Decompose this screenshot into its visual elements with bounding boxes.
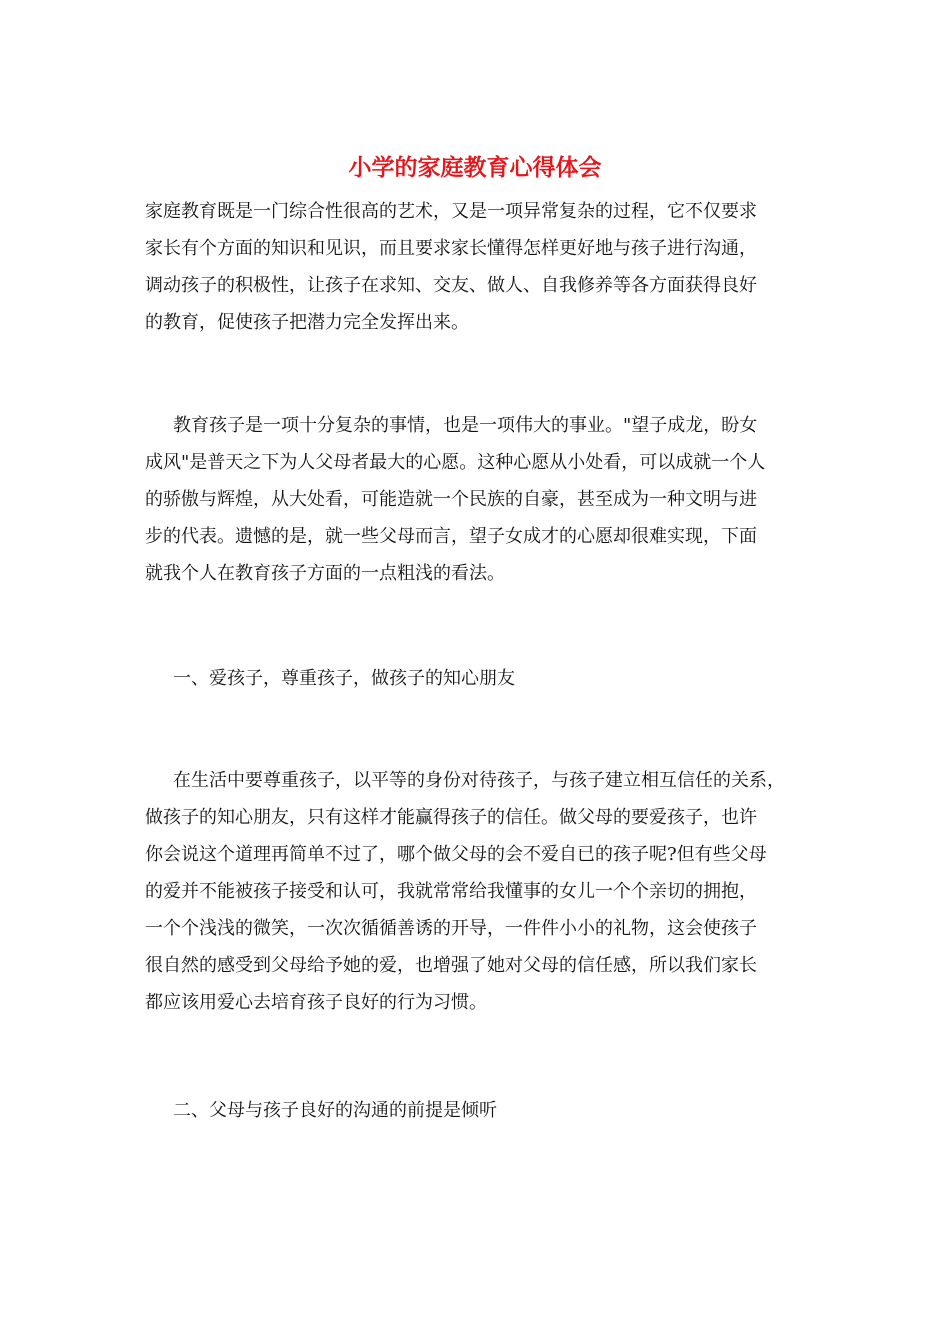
paragraph-line: 调动孩子的积极性，让孩子在求知、交友、做人、自我修养等各方面获得良好 (145, 275, 757, 296)
paragraph-line: 成风"是普天之下为人父母者最大的心愿。这种心愿从小处看，可以成就一个人 (145, 452, 766, 473)
section-heading-2: 二、父母与孩子良好的沟通的前提是倾听 (173, 1100, 497, 1121)
paragraph-line: 一个个浅浅的微笑，一次次循循善诱的开导，一件件小小的礼物，这会使孩子 (145, 918, 757, 939)
paragraph-line: 的爱并不能被孩子接受和认可，我就常常给我懂事的女儿一个个亲切的拥抱， (145, 881, 757, 902)
paragraph-line: 家庭教育既是一门综合性很高的艺术，又是一项异常复杂的过程，它不仅要求 (145, 201, 757, 222)
paragraph-line: 都应该用爱心去培育孩子良好的行为习惯。 (145, 992, 487, 1013)
document-title: 小学的家庭教育心得体会 (348, 154, 602, 181)
paragraph-line: 就我个人在教育孩子方面的一点粗浅的看法。 (145, 563, 505, 584)
paragraph-line: 家长有个方面的知识和见识，而且要求家长懂得怎样更好地与孩子进行沟通， (145, 238, 757, 259)
paragraph-line: 教育孩子是一项十分复杂的事情，也是一项伟大的事业。"望子成龙，盼女 (173, 415, 758, 436)
paragraph-line: 很自然的感受到父母给予她的爱，也增强了她对父母的信任感，所以我们家长 (145, 955, 757, 976)
paragraph-2 (145, 407, 805, 592)
paragraph-3 (145, 762, 805, 1021)
section-heading-1: 一、爱孩子，尊重孩子，做孩子的知心朋友 (173, 668, 515, 689)
intro-paragraph (145, 193, 805, 341)
paragraph-line: 你会说这个道理再简单不过了，哪个做父母的会不爱自已的孩子呢?但有些父母 (145, 844, 767, 865)
paragraph-line: 步的代表。遗憾的是，就一些父母而言，望子女成才的心愿却很难实现，下面 (145, 526, 757, 547)
paragraph-line: 的教育，促使孩子把潜力完全发挥出来。 (145, 312, 469, 333)
paragraph-line: 做孩子的知心朋友，只有这样才能赢得孩子的信任。做父母的要爱孩子，也许 (145, 807, 757, 828)
paragraph-line: 的骄傲与辉煌，从大处看，可能造就一个民族的自豪，甚至成为一种文明与进 (145, 489, 757, 510)
paragraph-line: 在生活中要尊重孩子，以平等的身份对待孩子，与孩子建立相互信任的关系， (173, 770, 785, 791)
